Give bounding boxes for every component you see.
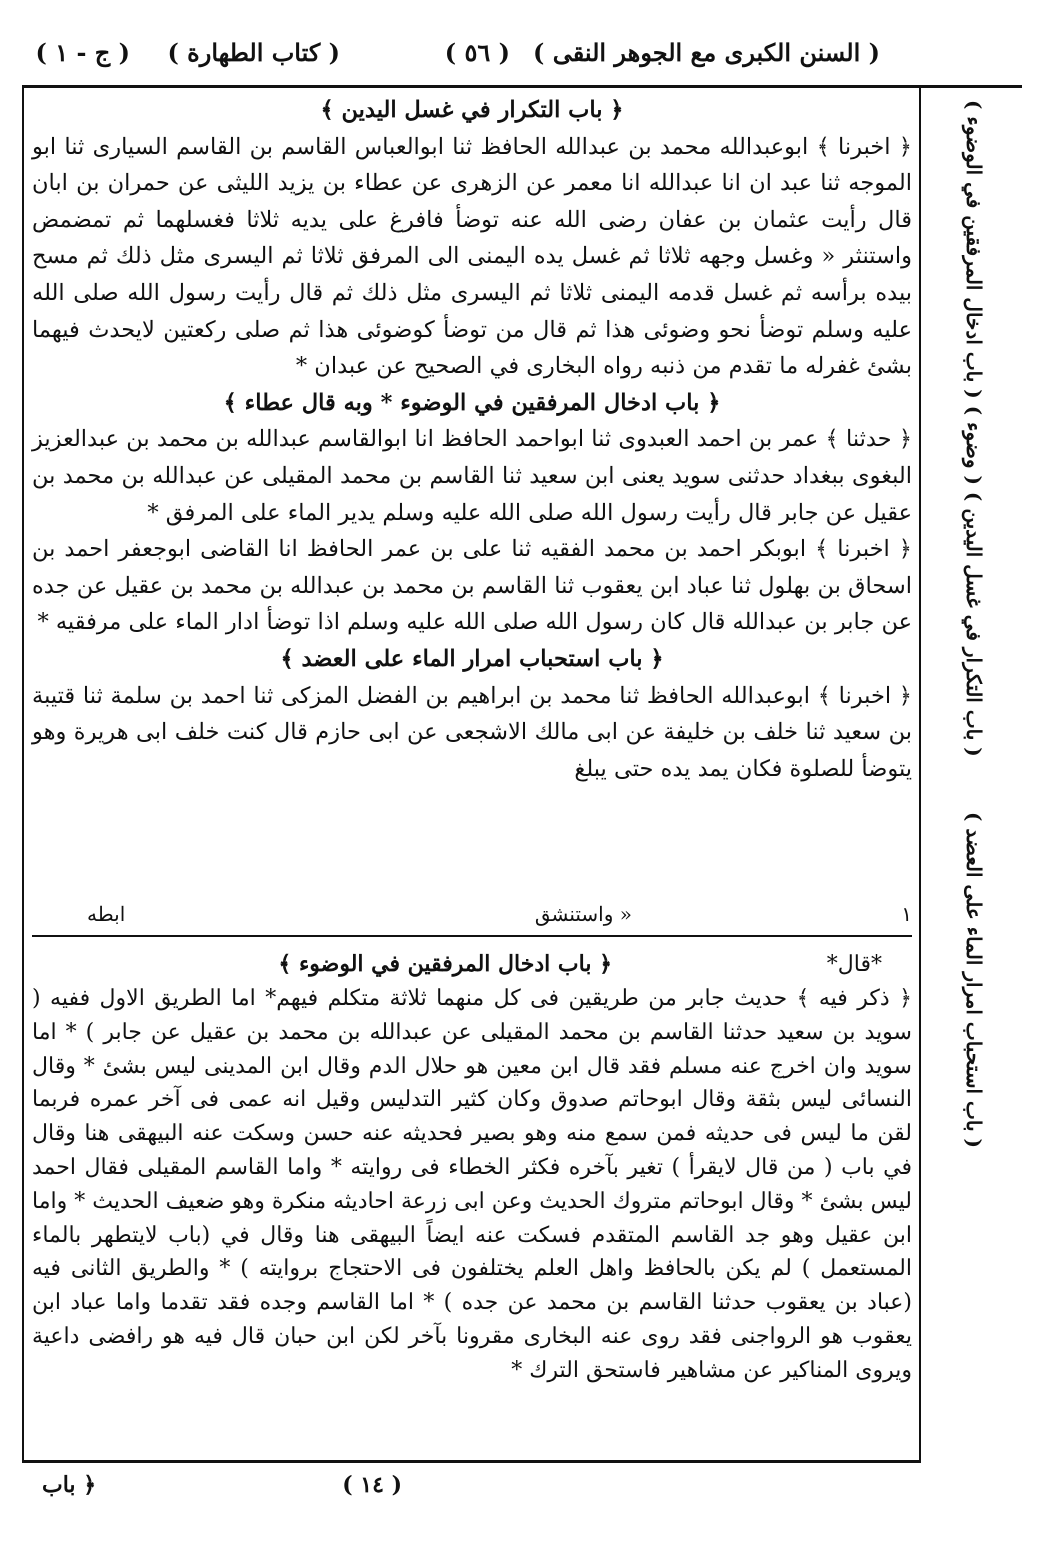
footnote-row xyxy=(32,898,912,932)
main-text xyxy=(32,92,912,787)
chapter-heading: ﴿ باب ادخال المرفقين في الوضوء * وبه قال عطاء ﴾ xyxy=(223,389,721,416)
hadith-paragraph: ﴿ اخبرنا ﴾ ابوعبدالله محمد بن عبدالله الحافظ ثنا ابوالعباس القاسم بن القاسم السيارى ثنا ابو الموجه ثنا عبد ان انا عبدالله انا معمر عن الزهرى عن عطاء بن يزيد الليثى عن حمران بن ابان قال رأيت عثمان بن عفان رضى الله عنه توضأ فافرغ على يديه ثلاثا فغسلهما ثم تمضمض واستنثر « وغسل وجهه ثلاثا ثم غسل يده اليمنى الى المرفق ثلاثا ثم اليسرى مثل ذلك ثم مسح بيده برأسه ثم غسل قدمه اليمنى ثلاثا ثم اليسرى مثل ذلك ثم قال رأيت رسول الله صلى الله عليه وسلم توضأ نحو وضوئى هذا ثم قال من توضأ كوضوئى هذا ثم صلى ركعتين لايحدث فيهما بشئ غفرله ما تقدم من ذنبه رواه البخارى في الصحيح عن عبدان * xyxy=(32,133,912,380)
page-footer xyxy=(22,1470,1022,1510)
hadith-paragraph: ﴿ اخبرنا ﴾ ابوعبدالله الحافظ ثنا محمد بن ابراهيم بن الفضل المزكى ثنا احمد بن سلمة ثنا قتيبة بن سعيد ثنا خلف بن خليفة عن ابى مالك الاشجعى عن ابى حازم قال كنت خلف ابى هريرة وهو يتوضأ للصلوة فكان يمد يده حتى يبلغ xyxy=(32,682,912,782)
commentary-heading-row xyxy=(32,948,912,982)
signature-mark: ( ١٤ ) xyxy=(342,1472,402,1498)
hadith-paragraph: ﴿ اخبرنا ﴾ ابوبكر احمد بن محمد الفقيه ثنا على بن عمر الحافظ انا القاضى ابوجعفر احمد بن اسحاق بن بهلول ثنا عباد ابن يعقوب ثنا القاسم بن محمد بن عبدالله بن محمد بن عقيل عن جده عن جابر بن عبدالله قال كان رسول الله صلى الله عليه وسلم اذا توضأ ادار الماء على مرفقيه * xyxy=(32,536,912,636)
margin-column xyxy=(924,92,1024,1452)
running-title: ( السنن الكبرى مع الجوهر النقى ) xyxy=(532,38,880,67)
chapter-heading: ﴿ باب التكرار في غسل اليدين ﴾ xyxy=(320,97,624,123)
chapter-heading: ﴿ باب استحباب امرار الماء على العضد ﴾ xyxy=(280,645,664,672)
commentary-divider xyxy=(32,935,912,937)
margin-note-2: ( باب استحباب امرار الماء على العضد ) xyxy=(962,812,986,1148)
volume-label: ( ج - ١ ) xyxy=(35,38,130,67)
page-header xyxy=(20,38,1030,82)
footnote-text: « واستنشق xyxy=(534,902,632,926)
book-title: ( كتاب الطهارة ) xyxy=(167,38,340,67)
catchword: ﴿ باب xyxy=(42,1472,97,1498)
footnote-number: ١ xyxy=(901,902,912,926)
commentary-label: *قال* xyxy=(826,952,882,977)
commentary-title: ﴿ باب ادخال المرفقين في الوضوء ﴾ xyxy=(278,951,612,977)
commentary-section xyxy=(32,948,912,1388)
commentary-paragraph: ﴿ ذكر فيه ﴾ حديث جابر من طريقين فى كل منهما ثلاثة متكلم فيهم* اما الطريق الاول ففيه ( سويد بن سعيد حدثنا القاسم بن محمد المقيلى عن عبدالله بن محمد بن عقيل عن جابر ) * اما سويد وان اخرج عنه مسلم فقد قال ابن معين هو حلال الدم وقال ابن المدينى ليس بشئ * وقال النسائى ليس بثقة وقال ابوحاتم صدوق وكان كثير التدليس وقيل انه عمى فى آخر عمره فربما لقن ما ليس فى حديثه فمن سمع منه وهو بصير فحديثه عنه حسن وسكت عنه البيهقى هنا وقال في باب ( من قال لايقرأ ) تغير بآخره فكثر الخطاء فى روايته * واما القاسم المقيلى فقال احمد ليس بشئ * وقال ابوحاتم متروك الحديث وعن ابى زرعة احاديثه منكرة وهو ضعيف الحديث * واما ابن عقيل وهو جد القاسم المتقدم فسكت عنه ايضاً البيهقى هنا وقال في (باب لايتطهر بالماء المستعمل ) لم يكن بالحافظ واهل العلم يختلفون فى الاحتجاج بروايته ) * والطريق الثانى فيه (عباد بن يعقوب حدثنا القاسم بن محمد عن جده ) * اما القاسم وجده فقد تقدما واما عباد ابن يعقوب هو الرواجنى فقد روى عنه البخارى مقرونا بآخر لكن ابن حبان قال فيه هو رافضى داعية ويروى المناكير عن مشاهير فاستحق الترك * xyxy=(32,986,913,1383)
hadith-paragraph: ﴿ حدثنا ﴾ عمر بن احمد العبدوى ثنا ابواحمد الحافظ انا ابوالقاسم عبدالله بن محمد بن عبدالعزيز البغوى ببغداد حدثنى سويد يعنى ابن سعيد ثنا القاسم بن محمد المقيلى عن عبدالله بن محمد بن عقيل عن جابر قال رأيت رسول الله صلى الله عليه وسلم يدير الماء على المرفق * xyxy=(32,426,912,526)
page-number: ( ٥٦ ) xyxy=(444,38,510,67)
footnote-text-2: ابطه xyxy=(87,902,126,926)
margin-note-1: ( باب التكرار في غسل اليدين ) ( وضوء ) ( باب ادخال المرفقين في الوضوء ) xyxy=(962,100,986,757)
